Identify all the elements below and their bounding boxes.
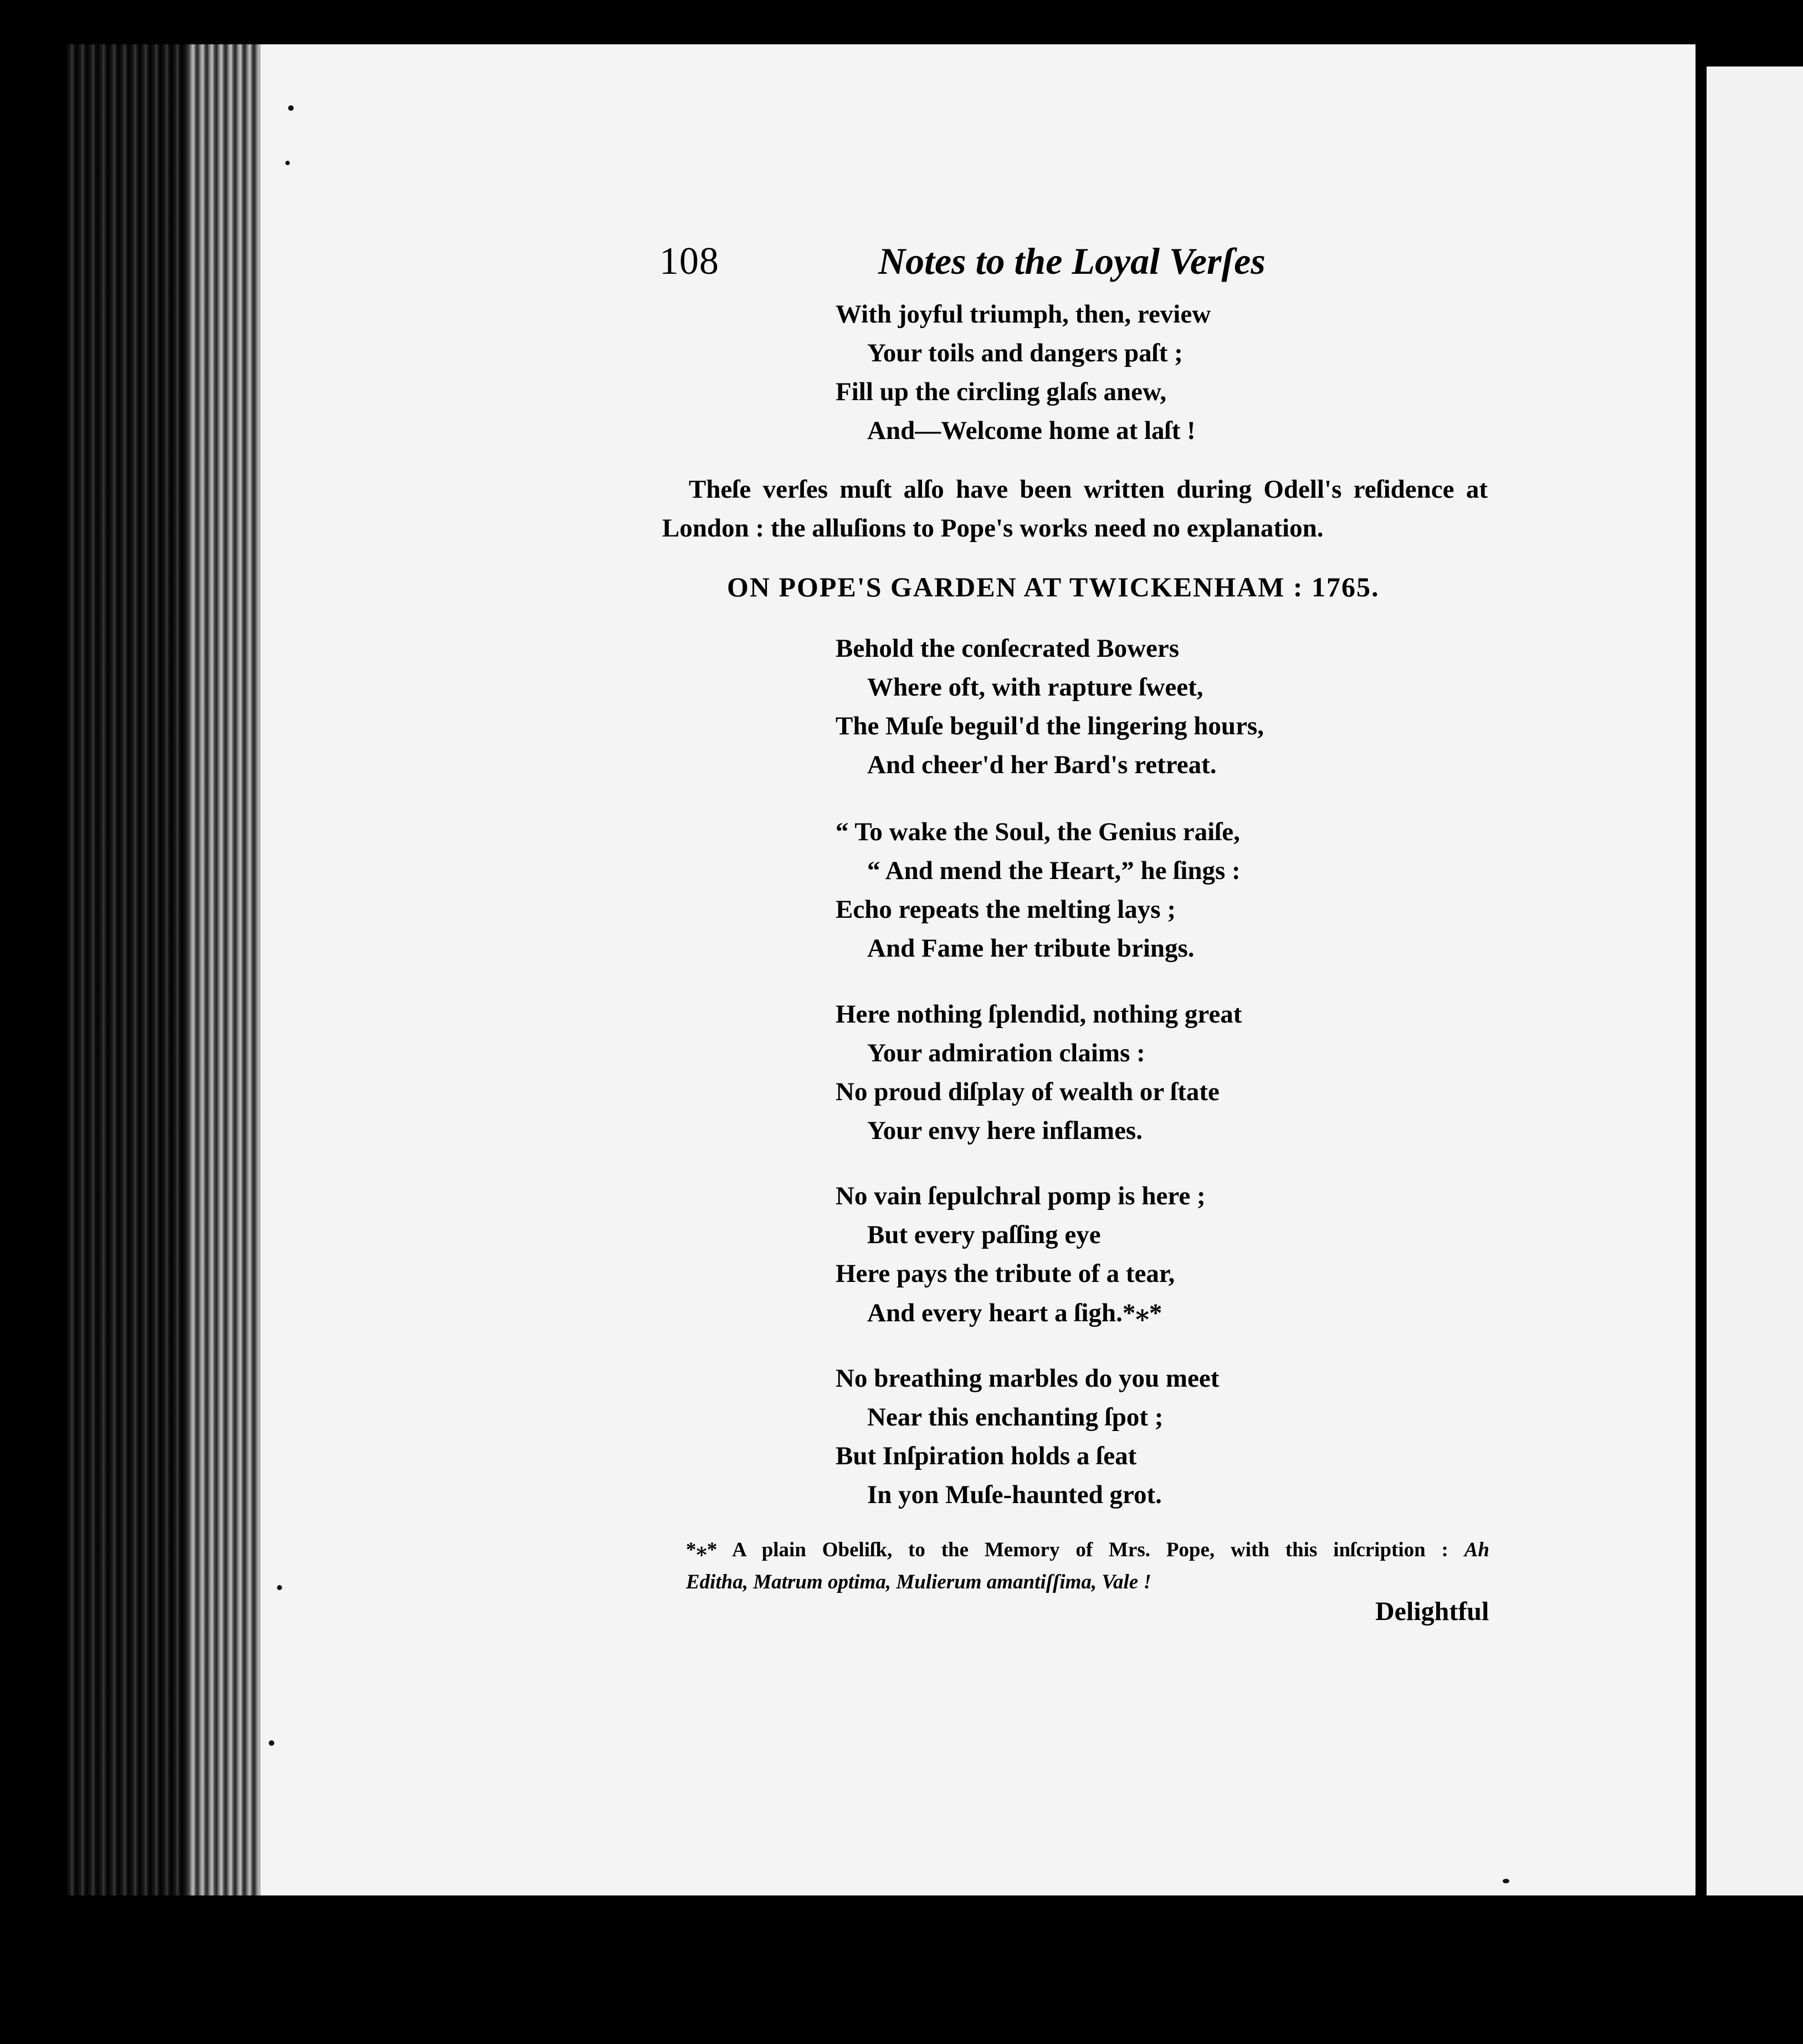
page-gutter xyxy=(1696,44,1707,1895)
verse-line: Echo repeats the melting lays ; xyxy=(836,895,1176,924)
verse-line: But every paſſing eye xyxy=(867,1220,1101,1249)
catchword: Delightful xyxy=(1375,1597,1489,1626)
page-number: 108 xyxy=(659,240,719,283)
verse-line: And every heart a ſigh.*⁎* xyxy=(867,1299,1162,1327)
verse-line: Your admiration claims : xyxy=(867,1039,1145,1067)
scan-speck xyxy=(269,1740,274,1746)
prose-line: Theſe verſes muſt alſo have been written during Odell's reſidence at xyxy=(689,475,1488,504)
verse-line: And Fame her tribute brings. xyxy=(867,934,1195,963)
verse-line: The Muſe beguil'd the lingering hours, xyxy=(836,712,1264,740)
verse-line: No breathing marbles do you meet xyxy=(836,1364,1220,1393)
footnote-text: A plain Obeliſk, to the Memory of Mrs. Pope, with this inſcription : xyxy=(717,1539,1464,1561)
verse-line: Your envy here inflames. xyxy=(867,1116,1143,1145)
verse-line: “ And mend the Heart,” he ſings : xyxy=(867,856,1241,885)
verse-line: “ To wake the Soul, the Genius raiſe, xyxy=(836,817,1240,846)
running-head: Notes to the Loyal Verſes xyxy=(878,240,1266,282)
verse-line: Behold the conſecrated Bowers xyxy=(836,634,1180,663)
verse-line: And—Welcome home at laſt ! xyxy=(867,416,1196,445)
verse-line: Here nothing ſplendid, nothing great xyxy=(836,1000,1242,1029)
scan-speck xyxy=(288,105,294,111)
verse-line: Where oft, with rapture ſweet, xyxy=(867,673,1203,702)
verse-line: No vain ſepulchral pomp is here ; xyxy=(836,1182,1206,1210)
verse-line: Fill up the circling glaſs anew, xyxy=(836,377,1167,406)
prose-paragraph xyxy=(662,470,1488,548)
footnote-latin-line: Editha, Matrum optima, Mulierum amantiſſima, Vale ! xyxy=(686,1571,1151,1593)
facing-page-edge xyxy=(1707,67,1803,1895)
verse-line: Near this enchanting ſpot ; xyxy=(867,1403,1164,1432)
verse-line: And cheer'd her Bard's retreat. xyxy=(867,750,1217,779)
verse-line: Your toils and dangers paſt ; xyxy=(867,339,1183,367)
verse-line: With joyful triumph, then, review xyxy=(836,300,1211,329)
prose-line: London : the alluſions to Pope's works need no explanation. xyxy=(662,514,1324,543)
scan-speck xyxy=(277,1585,282,1590)
verse-line: No proud diſplay of wealth or ſtate xyxy=(836,1077,1220,1106)
scan-speck xyxy=(285,161,290,165)
book-page-edges-highlight xyxy=(188,44,266,1895)
verse-line: In yon Muſe-haunted grot. xyxy=(867,1480,1162,1509)
verse-line: Here pays the tribute of a tear, xyxy=(836,1259,1175,1288)
footnote xyxy=(686,1534,1489,1598)
footnote-line xyxy=(686,1534,1489,1566)
footnote-latin: Ah xyxy=(1464,1539,1489,1561)
verse-line: But Inſpiration holds a ſeat xyxy=(836,1442,1137,1470)
poem-title: ON POPE'S GARDEN AT TWICKENHAM : 1765. xyxy=(727,571,1380,602)
footnote-marker: *⁎* xyxy=(686,1539,718,1561)
scan-speck xyxy=(1503,1879,1509,1883)
